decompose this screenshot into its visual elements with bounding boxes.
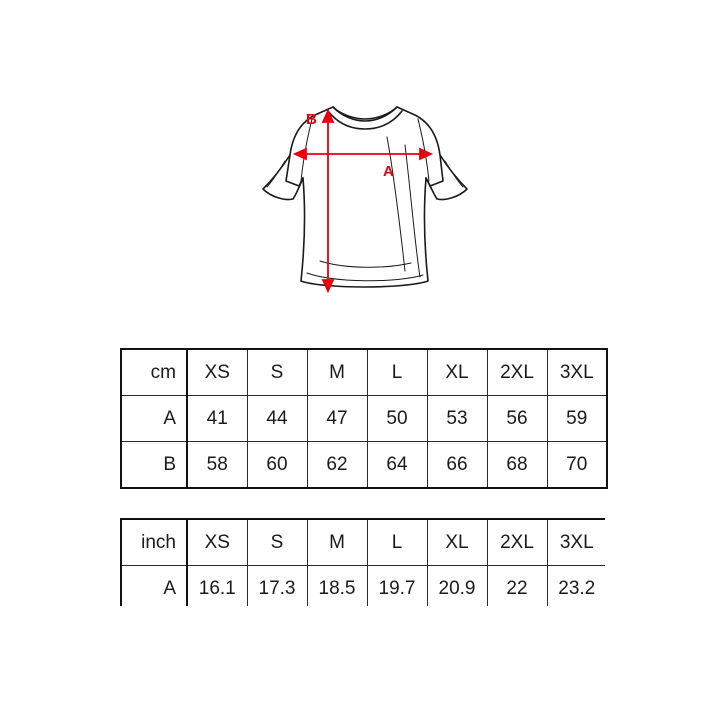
cell-a-l: 50 bbox=[367, 396, 427, 442]
column-header-2xl: 2XL bbox=[487, 519, 547, 566]
cell-a-2xl: 22 bbox=[487, 566, 547, 607]
cell-a-s: 44 bbox=[247, 396, 307, 442]
column-header-xl: XL bbox=[427, 519, 487, 566]
arrowhead-a-left bbox=[295, 149, 306, 159]
cell-a-xs: 16.1 bbox=[187, 566, 247, 607]
table-row-header bbox=[121, 349, 607, 396]
table-row-header bbox=[121, 519, 605, 566]
column-header-l: L bbox=[367, 349, 427, 396]
t-shirt-illustration bbox=[215, 85, 505, 315]
cell-a-2xl: 56 bbox=[487, 396, 547, 442]
cell-a-xl: 53 bbox=[427, 396, 487, 442]
size-table-inch-container bbox=[120, 518, 605, 606]
measure-label-a: A bbox=[383, 163, 394, 180]
size-table-cm-container bbox=[120, 348, 605, 489]
cell-a-m: 47 bbox=[307, 396, 367, 442]
size-table-inch bbox=[120, 518, 605, 606]
cell-b-xl: 66 bbox=[427, 442, 487, 489]
measure-label-b: B bbox=[306, 111, 317, 128]
row-label-b: B bbox=[121, 442, 187, 489]
column-header-xl: XL bbox=[427, 349, 487, 396]
cell-b-l: 64 bbox=[367, 442, 427, 489]
unit-label-inch: inch bbox=[121, 519, 187, 566]
unit-label-cm: cm bbox=[121, 349, 187, 396]
size-table-cm bbox=[120, 348, 608, 489]
cell-b-3xl: 70 bbox=[547, 442, 607, 489]
cell-b-2xl: 68 bbox=[487, 442, 547, 489]
cell-a-xl: 20.9 bbox=[427, 566, 487, 607]
column-header-l: L bbox=[367, 519, 427, 566]
column-header-2xl: 2XL bbox=[487, 349, 547, 396]
cell-b-m: 62 bbox=[307, 442, 367, 489]
cell-a-s: 17.3 bbox=[247, 566, 307, 607]
cell-a-3xl: 59 bbox=[547, 396, 607, 442]
row-label-a: A bbox=[121, 396, 187, 442]
column-header-s: S bbox=[247, 349, 307, 396]
column-header-m: M bbox=[307, 519, 367, 566]
cell-b-xs: 58 bbox=[187, 442, 247, 489]
cell-a-m: 18.5 bbox=[307, 566, 367, 607]
column-header-s: S bbox=[247, 519, 307, 566]
table-row bbox=[121, 442, 607, 489]
row-label-a: A bbox=[121, 566, 187, 607]
column-header-3xl: 3XL bbox=[547, 519, 605, 566]
column-header-xs: XS bbox=[187, 519, 247, 566]
table-row bbox=[121, 396, 607, 442]
cell-a-3xl: 23.2 bbox=[547, 566, 605, 607]
cell-a-xs: 41 bbox=[187, 396, 247, 442]
column-header-m: M bbox=[307, 349, 367, 396]
t-shirt-measurement-diagram bbox=[215, 85, 505, 315]
cell-a-l: 19.7 bbox=[367, 566, 427, 607]
cell-b-s: 60 bbox=[247, 442, 307, 489]
arrowhead-b-top bbox=[323, 111, 333, 122]
table-row bbox=[121, 566, 605, 607]
column-header-xs: XS bbox=[187, 349, 247, 396]
column-header-3xl: 3XL bbox=[547, 349, 607, 396]
